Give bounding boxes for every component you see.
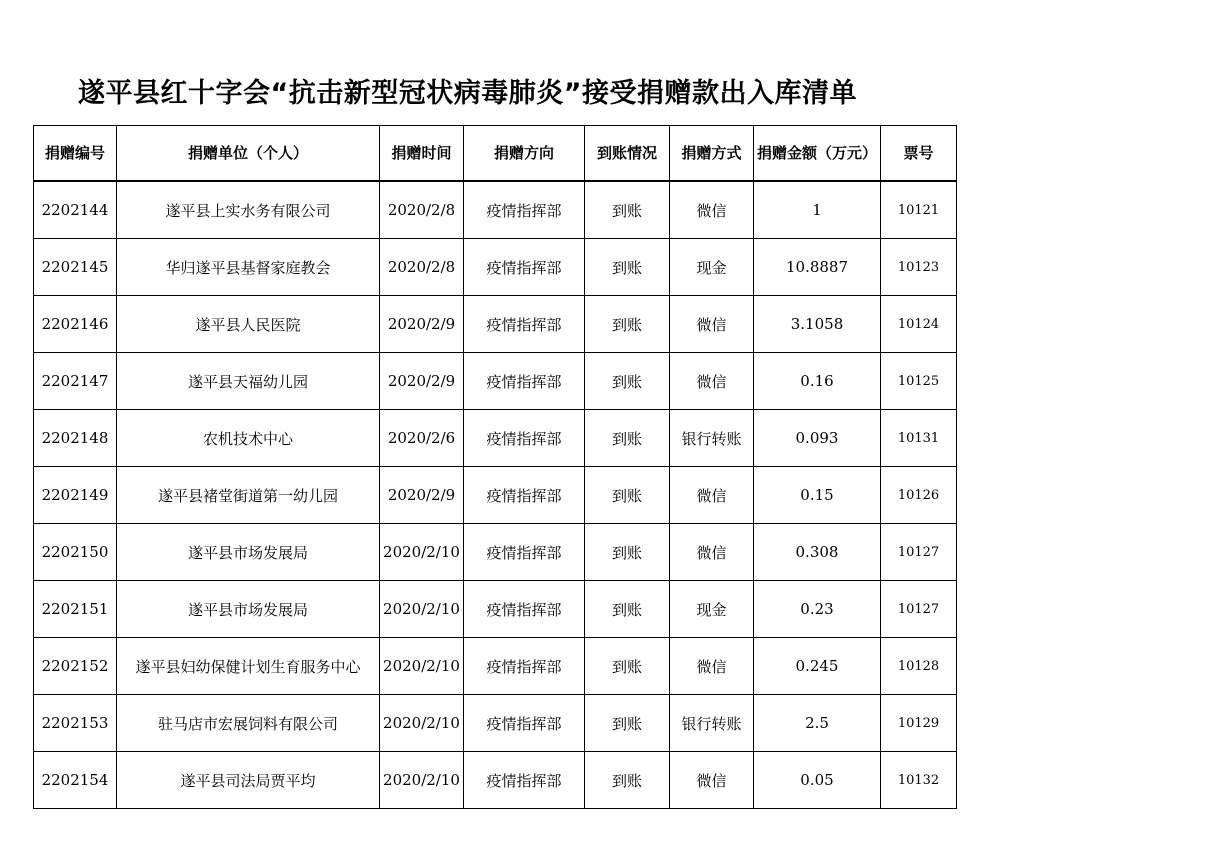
arrival-status-cell: 到账 [585,638,670,695]
table-row [34,581,957,638]
ticket-number-cell: 10121 [881,181,957,239]
donor-cell: 遂平县褚堂街道第一幼儿园 [117,467,380,524]
donation-direction-cell: 疫情指挥部 [464,524,585,581]
donation-amount-cell: 0.16 [754,353,881,410]
donation-date-cell: 2020/2/10 [380,752,464,809]
donation-direction-cell: 疫情指挥部 [464,239,585,296]
donation-direction-cell: 疫情指挥部 [464,410,585,467]
arrival-status-cell: 到账 [585,752,670,809]
donor-cell: 驻马店市宏展饲料有限公司 [117,695,380,752]
donor-cell: 遂平县人民医院 [117,296,380,353]
donation-id-cell: 2202151 [34,581,117,638]
table-row [34,353,957,410]
donation-id-cell: 2202146 [34,296,117,353]
donation-direction-cell: 疫情指挥部 [464,353,585,410]
donation-date-cell: 2020/2/10 [380,695,464,752]
table-row [34,524,957,581]
donation-method-cell: 微信 [670,467,754,524]
donation-direction-cell: 疫情指挥部 [464,695,585,752]
donation-date-cell: 2020/2/9 [380,467,464,524]
table-row [34,410,957,467]
donation-id-cell: 2202150 [34,524,117,581]
header-donation-direction: 捐赠方向 [464,126,585,182]
donation-id-cell: 2202148 [34,410,117,467]
donor-cell: 遂平县司法局贾平均 [117,752,380,809]
arrival-status-cell: 到账 [585,296,670,353]
arrival-status-cell: 到账 [585,353,670,410]
donation-id-cell: 2202154 [34,752,117,809]
donation-method-cell: 微信 [670,296,754,353]
donation-method-cell: 微信 [670,524,754,581]
donation-date-cell: 2020/2/10 [380,524,464,581]
ticket-number-cell: 10126 [881,467,957,524]
donation-id-cell: 2202153 [34,695,117,752]
donation-id-cell: 2202147 [34,353,117,410]
donation-method-cell: 现金 [670,581,754,638]
ticket-number-cell: 10131 [881,410,957,467]
donor-cell: 遂平县妇幼保健计划生育服务中心 [117,638,380,695]
header-donor: 捐赠单位（个人） [117,126,380,182]
donation-id-cell: 2202144 [34,181,117,239]
page-title: 遂平县红十字会“抗击新型冠状病毒肺炎”接受捐赠款出入库清单 [78,78,857,109]
donation-method-cell: 银行转账 [670,410,754,467]
donation-amount-cell: 0.05 [754,752,881,809]
table-row [34,695,957,752]
table-row [34,467,957,524]
donation-id-cell: 2202152 [34,638,117,695]
header-donation-date: 捐赠时间 [380,126,464,182]
ticket-number-cell: 10128 [881,638,957,695]
donation-amount-cell: 0.093 [754,410,881,467]
table-row [34,239,957,296]
arrival-status-cell: 到账 [585,181,670,239]
donor-cell: 遂平县天福幼儿园 [117,353,380,410]
donation-ledger-table [33,125,957,809]
donation-method-cell: 微信 [670,181,754,239]
ticket-number-cell: 10129 [881,695,957,752]
table-row [34,296,957,353]
donation-amount-cell: 0.15 [754,467,881,524]
donation-date-cell: 2020/2/6 [380,410,464,467]
ticket-number-cell: 10127 [881,581,957,638]
table-row [34,181,957,239]
donation-method-cell: 现金 [670,239,754,296]
donation-amount-cell: 1 [754,181,881,239]
arrival-status-cell: 到账 [585,239,670,296]
donation-method-cell: 银行转账 [670,695,754,752]
table-body [34,181,957,809]
header-row [34,126,957,182]
donation-date-cell: 2020/2/10 [380,638,464,695]
donor-cell: 遂平县上实水务有限公司 [117,181,380,239]
donation-direction-cell: 疫情指挥部 [464,752,585,809]
ticket-number-cell: 10125 [881,353,957,410]
arrival-status-cell: 到账 [585,410,670,467]
donation-direction-cell: 疫情指挥部 [464,296,585,353]
donor-cell: 华归遂平县基督家庭教会 [117,239,380,296]
donation-method-cell: 微信 [670,752,754,809]
donation-date-cell: 2020/2/8 [380,181,464,239]
arrival-status-cell: 到账 [585,695,670,752]
ticket-number-cell: 10124 [881,296,957,353]
ticket-number-cell: 10127 [881,524,957,581]
donation-amount-cell: 0.23 [754,581,881,638]
donation-id-cell: 2202145 [34,239,117,296]
donation-direction-cell: 疫情指挥部 [464,638,585,695]
donation-date-cell: 2020/2/9 [380,353,464,410]
donor-cell: 遂平县市场发展局 [117,581,380,638]
donation-method-cell: 微信 [670,638,754,695]
ticket-number-cell: 10123 [881,239,957,296]
ticket-number-cell: 10132 [881,752,957,809]
donor-cell: 农机技术中心 [117,410,380,467]
header-donation-id: 捐赠编号 [34,126,117,182]
donation-amount-cell: 3.1058 [754,296,881,353]
donation-date-cell: 2020/2/8 [380,239,464,296]
donation-method-cell: 微信 [670,353,754,410]
header-arrival-status: 到账情况 [585,126,670,182]
donation-direction-cell: 疫情指挥部 [464,181,585,239]
arrival-status-cell: 到账 [585,581,670,638]
donation-direction-cell: 疫情指挥部 [464,467,585,524]
donation-amount-cell: 0.245 [754,638,881,695]
arrival-status-cell: 到账 [585,467,670,524]
donation-date-cell: 2020/2/9 [380,296,464,353]
donation-date-cell: 2020/2/10 [380,581,464,638]
table-row [34,638,957,695]
table-row [34,752,957,809]
arrival-status-cell: 到账 [585,524,670,581]
donation-amount-cell: 10.8887 [754,239,881,296]
donation-direction-cell: 疫情指挥部 [464,581,585,638]
header-donation-amount: 捐赠金额（万元） [754,126,881,182]
donation-amount-cell: 0.308 [754,524,881,581]
header-ticket-number: 票号 [881,126,957,182]
donor-cell: 遂平县市场发展局 [117,524,380,581]
header-donation-method: 捐赠方式 [670,126,754,182]
donation-amount-cell: 2.5 [754,695,881,752]
donation-id-cell: 2202149 [34,467,117,524]
